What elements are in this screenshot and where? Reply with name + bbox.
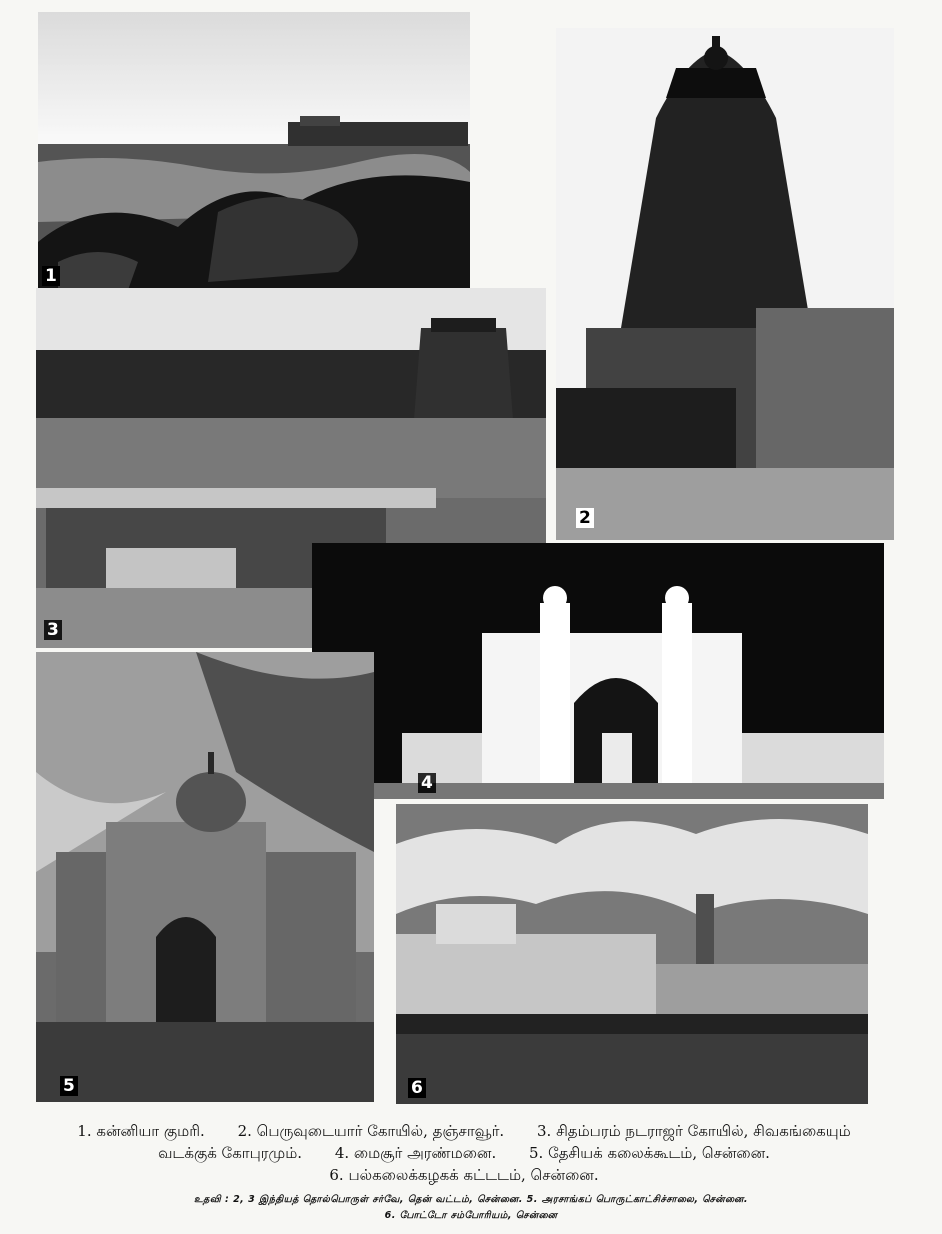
caption-line-1 — [30, 1120, 912, 1142]
photo-art-gallery-graphic — [36, 652, 374, 1102]
photo-number: 2 — [576, 508, 594, 528]
credit-line-1: உதவி : 2, 3 இந்தியத் தொல்பொருள் சர்வே, தென் வட்டம், சென்னை. 5. அரசாங்கப் பொருட்காட்சிச்சாலை, சென்னை. — [194, 1194, 748, 1205]
caption-3-cont: வடக்குக் கோபுரமும். — [158, 1144, 303, 1162]
photo-university-graphic — [396, 804, 868, 1104]
credit-line-2: 6. போட்டோ சம்போரியம், சென்னை — [384, 1210, 558, 1221]
photo-mysore-graphic — [312, 543, 884, 799]
photo-kanyakumari — [38, 12, 470, 290]
caption-line-3 — [30, 1164, 912, 1186]
photo-captions — [30, 1120, 912, 1186]
caption-4: 4. மைசூர் அரண்மனை. — [334, 1144, 497, 1162]
caption-1: 1. கன்னியா குமரி. — [77, 1122, 205, 1140]
photo-university-building — [396, 804, 868, 1104]
photo-number: 6 — [408, 1078, 426, 1098]
caption-line-2 — [30, 1142, 912, 1164]
caption-5: 5. தேசியக் கலைக்கூடம், சென்னை. — [529, 1144, 770, 1162]
photo-number: 3 — [44, 620, 62, 640]
photo-thanjavur-temple — [556, 28, 894, 540]
photo-credits — [30, 1192, 912, 1224]
photo-number: 1 — [42, 266, 60, 286]
caption-3: 3. சிதம்பரம் நடராஜர் கோயில், சிவகங்கையும் — [536, 1122, 851, 1140]
photo-number: 4 — [418, 773, 436, 793]
caption-6: 6. பல்கலைக்கழகக் கட்டடம், சென்னை. — [329, 1166, 599, 1184]
photo-number: 5 — [60, 1076, 78, 1096]
photo-national-art-gallery — [36, 652, 374, 1102]
photo-mysore-palace — [312, 543, 884, 799]
photo-thanjavur-graphic — [556, 28, 894, 540]
caption-2: 2. பெருவுடையார் கோயில், தஞ்சாவூர். — [237, 1122, 505, 1140]
photo-kanyakumari-graphic — [38, 12, 470, 290]
